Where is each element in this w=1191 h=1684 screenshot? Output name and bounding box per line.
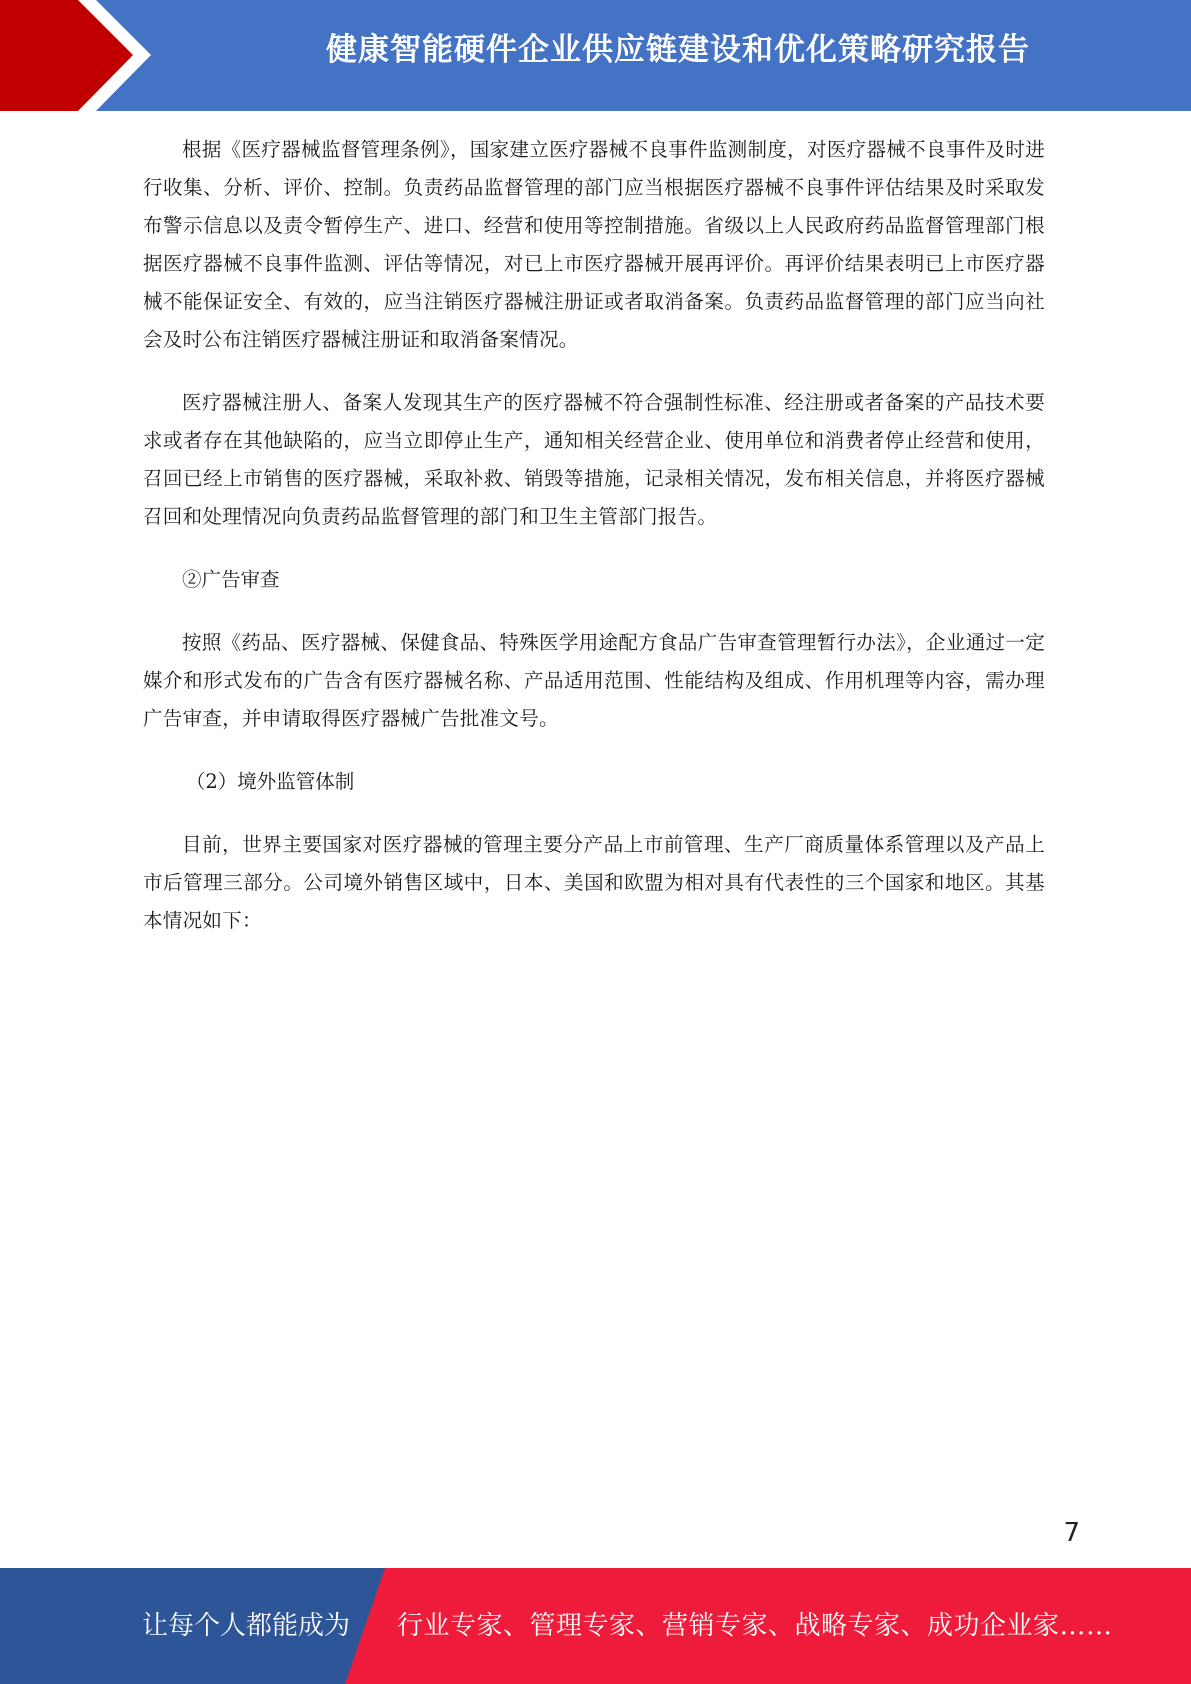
paragraph-ad-review: 按照《药品、医疗器械、保健食品、特殊医学用途配方食品广告审查管理暂行办法》，企业通过一定媒介和形式发布的广告含有医疗器械名称、产品适用范围、性能结构及组成、作用机理等内容，需办理广告审查，并申请取得医疗器械广告批准文号。 xyxy=(143,631,1045,730)
paragraph-recall: 医疗器械注册人、备案人发现其生产的医疗器械不符合强制性标准、经注册或者备案的产品技术要求或者存在其他缺陷的，应当立即停止生产，通知相关经营企业、使用单位和消费者停止经营和使用，召回已经上市销售的医疗器械，采取补救、销毁等措施，记录相关情况，发布相关信息，并将医疗器械召回和处理情况向负责药品监督管理的部门和卫生主管部门报告。 xyxy=(143,391,1045,528)
footer-slogan-left: 让每个人都能成为 xyxy=(142,1611,351,1641)
report-title: 健康智能硬件企业供应链建设和优化策略研究报告 xyxy=(326,32,1030,68)
paragraph-overseas-regulation: 目前，世界主要国家对医疗器械的管理主要分产品上市前管理、生产厂商质量体系管理以及产品上市后管理三部分。公司境外销售区域中，日本、美国和欧盟为相对具有代表性的三个国家和地区。其基本情况如下： xyxy=(143,833,1045,932)
page-footer-banner xyxy=(0,1568,1191,1684)
page-header-banner xyxy=(0,0,1191,111)
paragraph-adverse-events: 根据《医疗器械监督管理条例》，国家建立医疗器械不良事件监测制度，对医疗器械不良事件及时进行收集、分析、评价、控制。负责药品监督管理的部门应当根据医疗器械不良事件评估结果及时采取发布警示信息以及责令暂停生产、进口、经营和使用等控制措施。省级以上人民政府药品监督管理部门根据医疗器械不良事件监测、评估等情况，对已上市医疗器械开展再评价。再评价结果表明已上市医疗器械不能保证安全、有效的，应当注销医疗器械注册证或者取消备案。负责药品监督管理的部门应当向社会及时公布注销医疗器械注册证和取消备案情况。 xyxy=(143,138,1045,351)
subheading-overseas-regulation: （2）境外监管体制 xyxy=(185,770,355,793)
document-body xyxy=(143,131,1045,965)
subheading-ad-review: ②广告审查 xyxy=(182,568,280,591)
page-number: 7 xyxy=(1063,1518,1080,1548)
footer-slogan-right: 行业专家、管理专家、营销专家、战略专家、成功企业家…… xyxy=(397,1611,1113,1641)
